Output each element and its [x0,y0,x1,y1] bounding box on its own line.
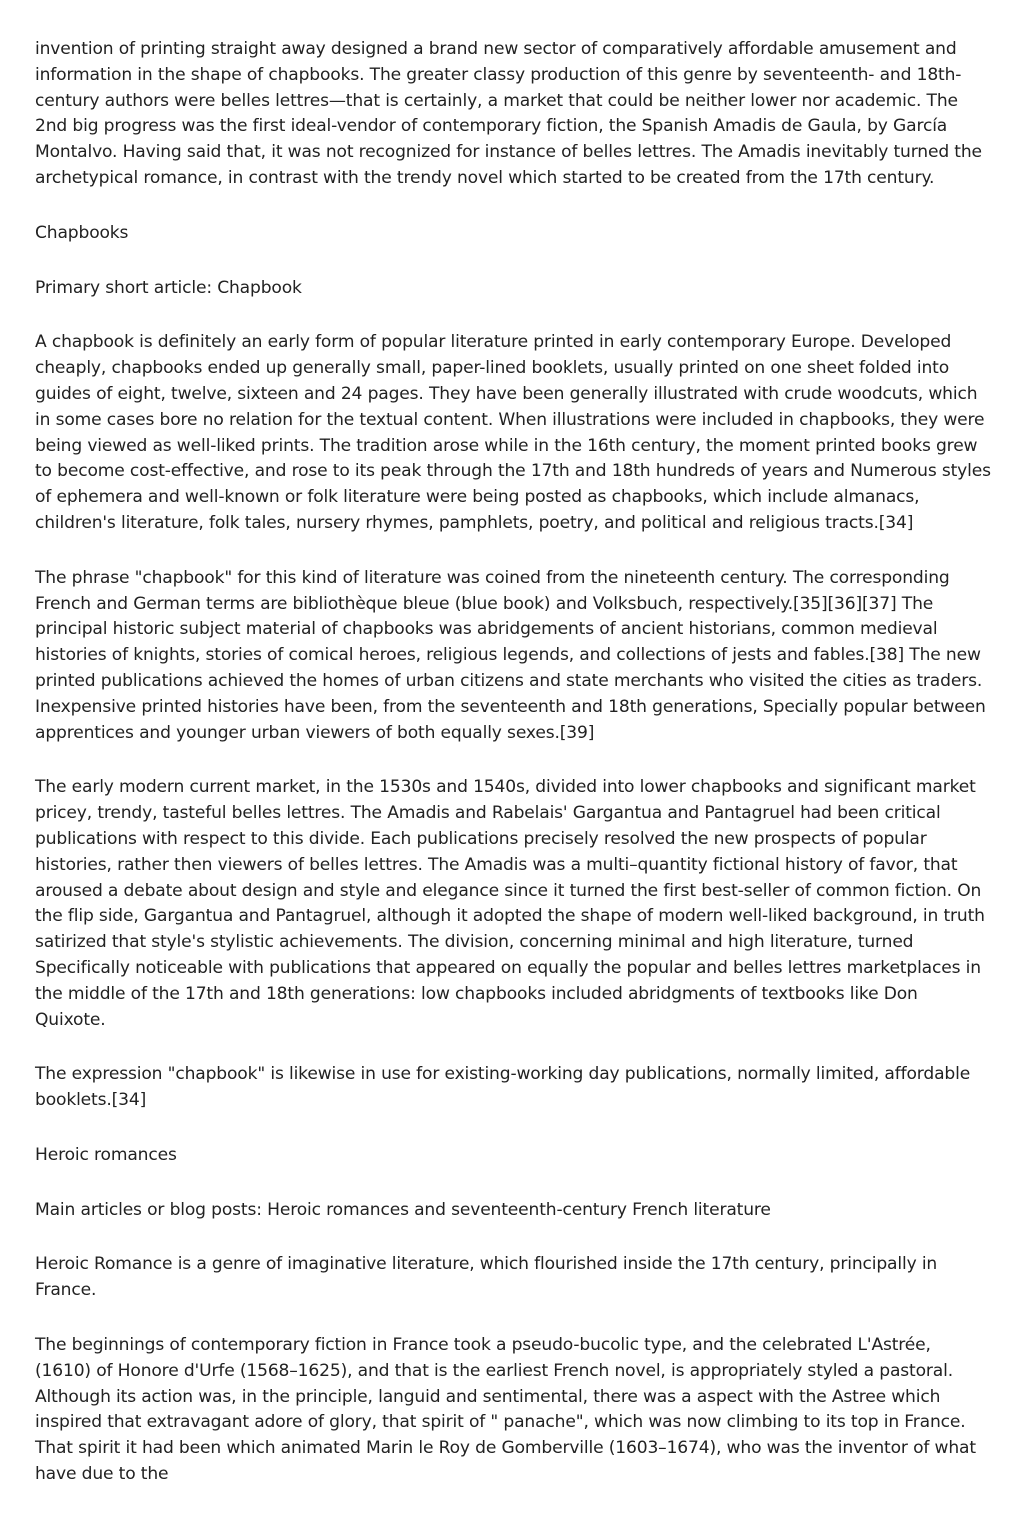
paragraph-chapbook-term: The phrase "chapbook" for this kind of literature was coined from the nineteenth century. The corresponding French and German terms are bibliothèque bleue (blue book) and Volksbuch, respectively.[35][36][37] The principal historic subject material of chapbooks was abridgements of ancient historians, common medieval histories of knights, stories of comical heroes, religious legends, and collections of jests and fables.[38] The new printed publications achieved the homes of urban citizens and state merchants who visited the cities as traders. Inexpensive printed histories have been, from the seventeenth and 18th generations, Specially popular between apprentices and younger urban viewers of both equally sexes.[39] [35,567,986,743]
main-article-note-heroic: Main articles or blog posts: Heroic romances and seventeenth-century French literature [35,1199,771,1220]
heading-chapbooks: Chapbooks [35,222,129,243]
document-body [35,37,991,1517]
paragraph-chapbook-modern-use: The expression "chapbook" is likewise in use for existing-working day publications, normally limited, affordable booklets.[34] [35,1064,971,1111]
paragraph-printing-intro: invention of printing straight away designed a brand new sector of comparatively affordable amusement and information in the shape of chapbooks. The greater classy production of this genre by seventeenth- and 18th-century authors were belles lettres—that is certainly, a market that could be neither lower nor academic. The 2nd big progress was the first ideal-vendor of contemporary fiction, the Spanish Amadis de Gaula, by García Montalvo. Having said that, it was not recognized for instance of belles lettres. The Amadis inevitably turned the archetypical romance, in contrast with the trendy novel which started to be created from the 17th century. [35,39,982,188]
heading-heroic-romances: Heroic romances [35,1144,177,1165]
paragraph-early-modern-market: The early modern current market, in the 1530s and 1540s, divided into lower chapbooks and significant market pricey, trendy, tasteful belles lettres. The Amadis and Rabelais' Gargantua and Pantagruel had been critical publications with respect to this divide. Each publications precisely resolved the new prospects of popular histories, rather then viewers of belles lettres. The Amadis was a multi–quantity fictional history of favor, that aroused a debate about design and style and elegance since it turned the first best-seller of common fiction. On the flip side, Gargantua and Pantagruel, although it adopted the shape of modern well-liked background, in truth satirized that style's stylistic achievements. The division, concerning minimal and high literature, turned Specifically noticeable with publications that appeared on equally the popular and belles lettres marketplaces in the middle of the 17th and 18th generations: low chapbooks included abridgments of textbooks like Don Quixote. [35,777,985,1030]
paragraph-chapbook-definition: A chapbook is definitely an early form of popular literature printed in early contemporary Europe. Developed cheaply, chapbooks ended up generally small, paper-lined booklets, usually printed on one sheet folded into guides of eight, twelve, sixteen and 24 pages. They have been generally illustrated with crude woodcuts, which in some cases bore no relation for the textual content. When illustrations were included in chapbooks, they were being viewed as well-liked prints. The tradition arose while in the 16th century, the moment printed books grew to become cost-effective, and rose to its peak through the 17th and 18th hundreds of years and Numerous styles of ephemera and well-known or folk literature were being posted as chapbooks, which include almanacs, children's literature, folk tales, nursery rhymes, pamphlets, poetry, and political and religious tracts.[34] [35,332,991,533]
main-article-note-chapbook: Primary short article: Chapbook [35,277,302,298]
paragraph-french-fiction-beginnings: The beginnings of contemporary fiction in France took a pseudo-bucolic type, and the celebrated L'Astrée, (1610) of Honore d'Urfe (1568–1625), and that is the earliest French novel, is appropriately styled a pastoral. Although its action was, in the principle, languid and sentimental, there was a aspect with the Astree which inspired that extravagant adore of glory, that spirit of " panache", which was now climbing to its top in France. That spirit it had been which animated Marin le Roy de Gomberville (1603–1674), who was the inventor of what have due to the [35,1335,976,1485]
paragraph-heroic-romance-definition: Heroic Romance is a genre of imaginative literature, which flourished inside the 17th century, principally in France. [35,1254,938,1301]
